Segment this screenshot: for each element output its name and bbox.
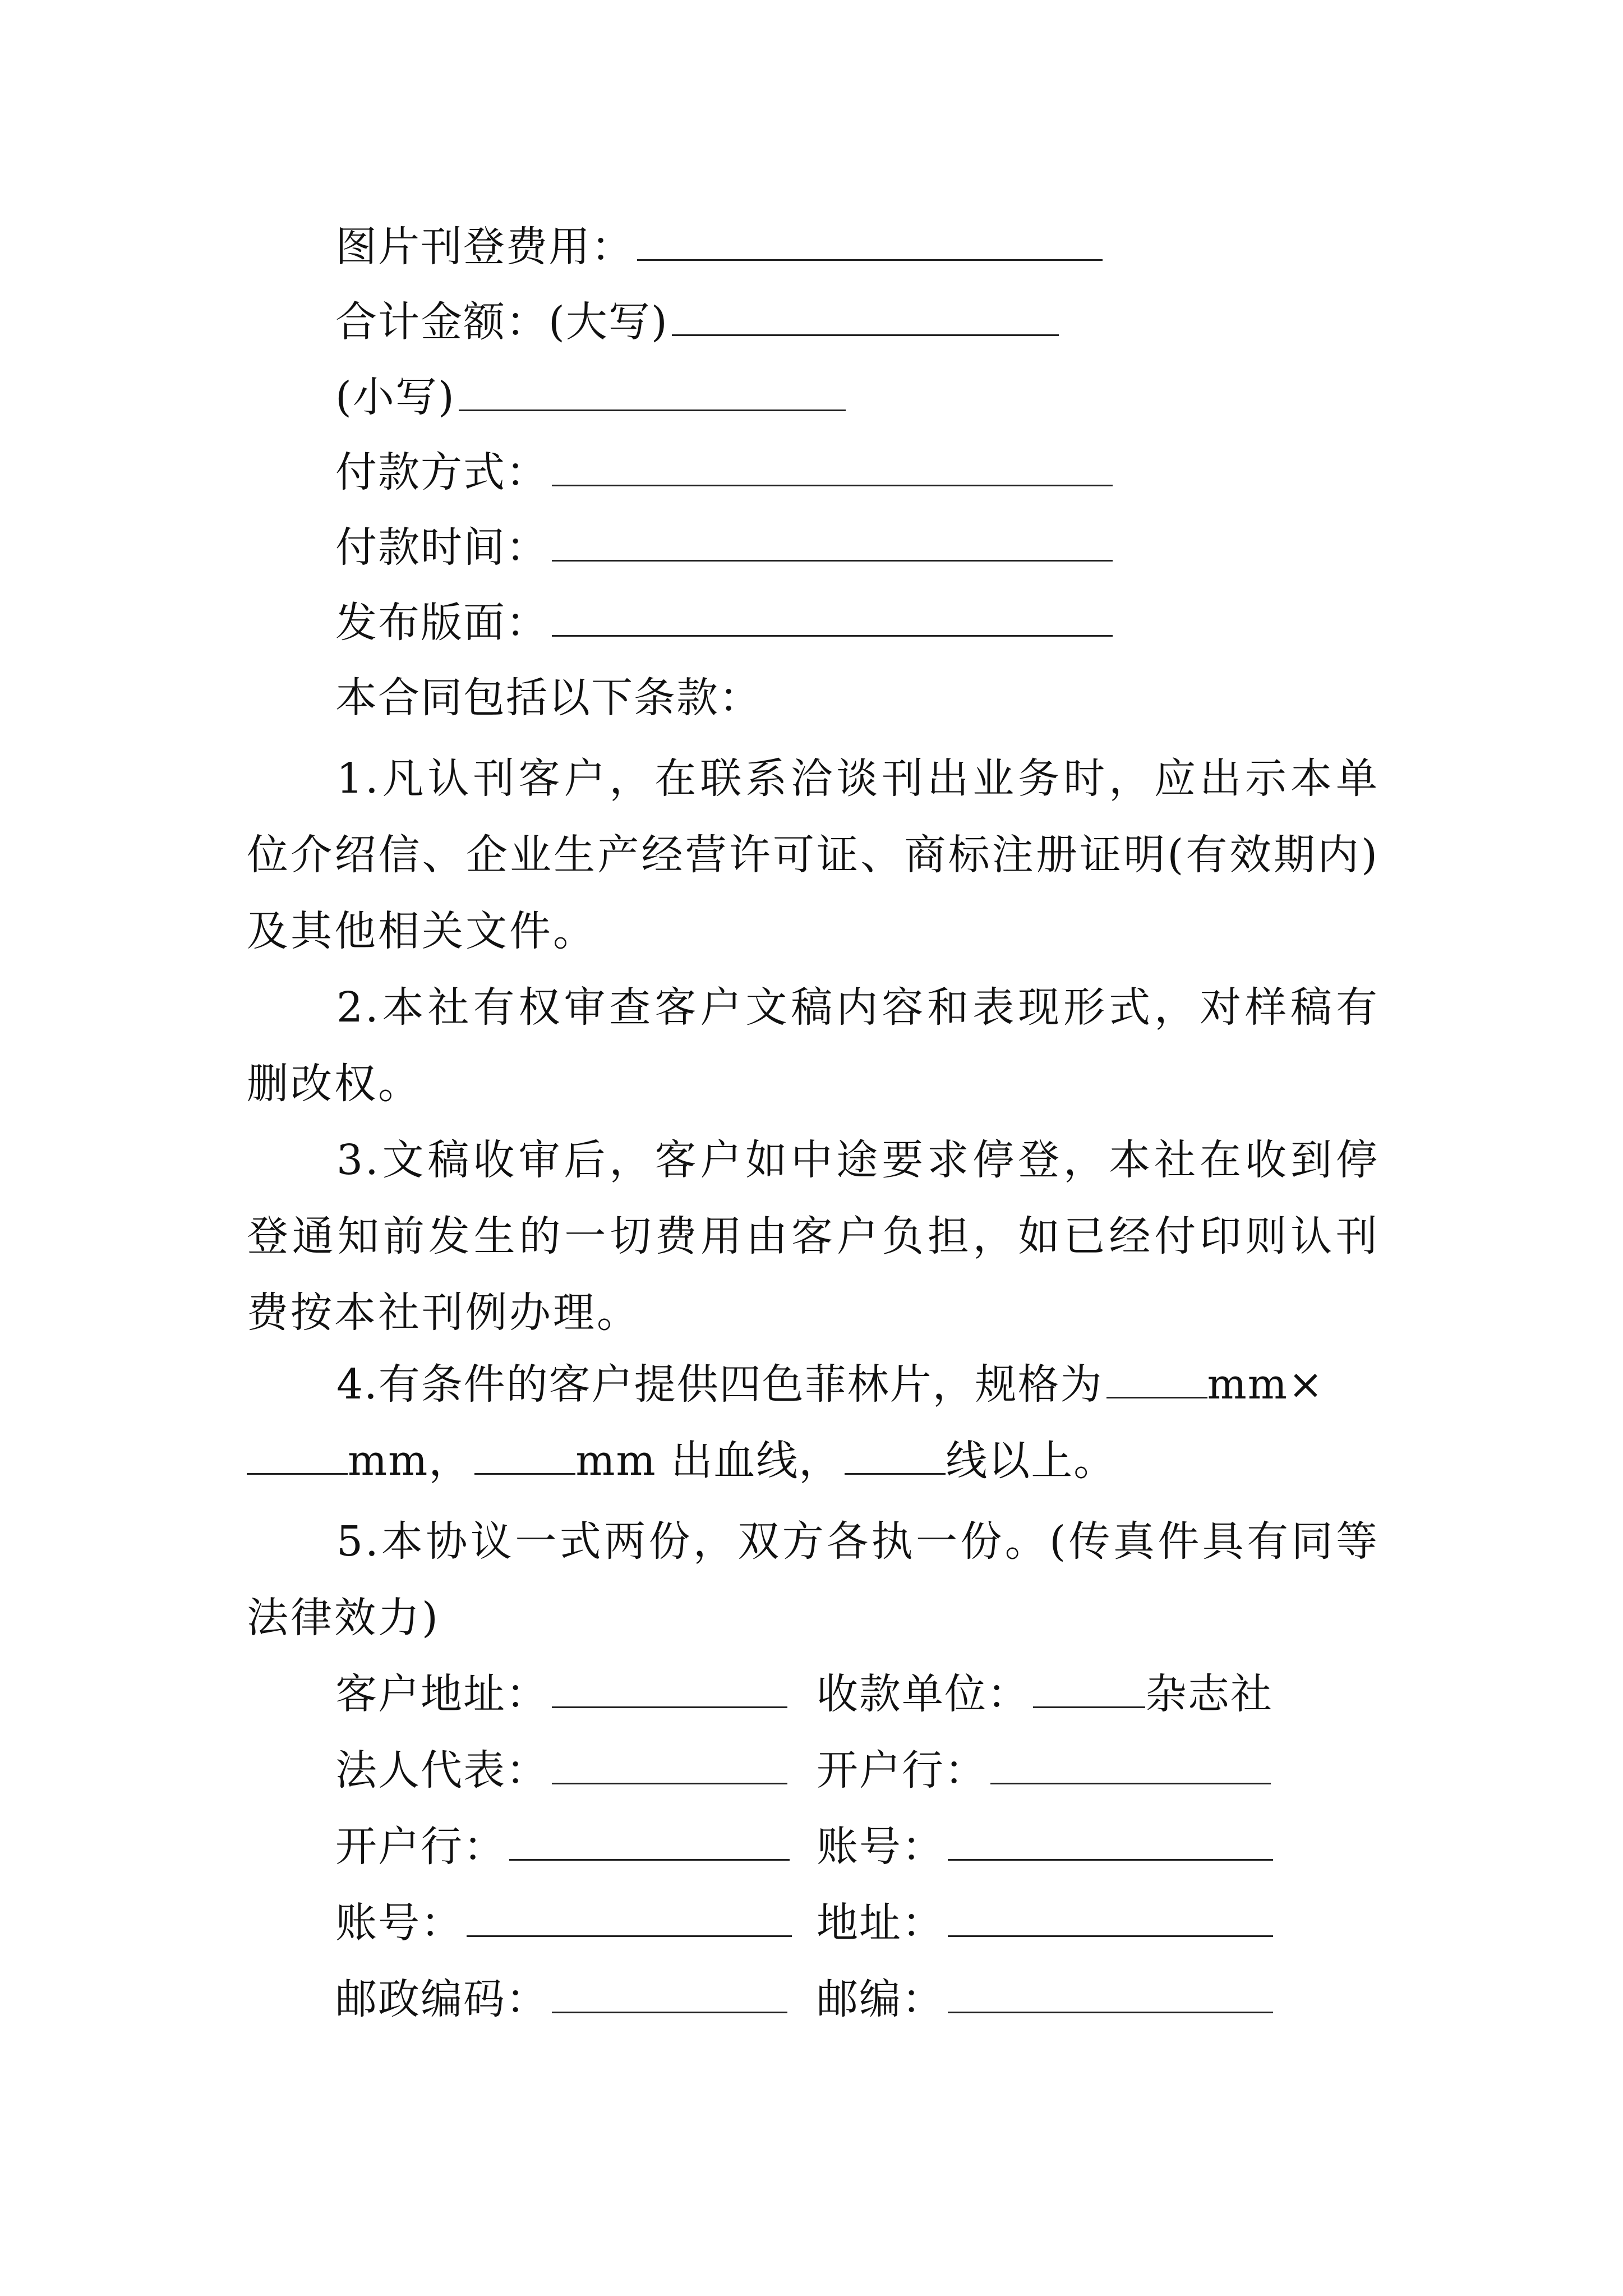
blank-underline (552, 450, 1113, 486)
clauses-intro: 本合同包括以下条款： (335, 674, 762, 722)
left-field-bank (335, 1819, 790, 1875)
blank-underline (1033, 1672, 1145, 1708)
blank-underline (948, 1901, 1273, 1937)
right-field-payee (817, 1666, 1273, 1722)
field-label: 付款方式： (335, 448, 548, 496)
blank-underline (672, 300, 1059, 336)
blank-underline (552, 600, 1113, 637)
field-label: 合计金额：(大写) (335, 298, 668, 346)
blank-underline (474, 1438, 575, 1475)
blank-underline (459, 375, 846, 411)
field-label: 开户行： (817, 1746, 987, 1795)
field-label: 邮政编码： (335, 1975, 548, 2023)
field-label: 开户行： (335, 1823, 506, 1871)
right-field-address (817, 1895, 1273, 1951)
field-payment-time (335, 519, 1113, 576)
field-label: 账号： (817, 1823, 944, 1871)
right-field-postcode (817, 1971, 1273, 2027)
right-field-bank (817, 1742, 1271, 1798)
left-field-client-address (335, 1666, 787, 1722)
blank-underline (637, 224, 1103, 261)
blank-underline (552, 1748, 787, 1784)
clause-3: 3.文稿收审后，客户如中途要求停登，本社在收到停登通知前发生的一切费用由客户负担，如已经付印则认刊费按本社刊例办理。 (247, 1136, 1380, 1337)
blank-underline (948, 1977, 1273, 2013)
field-label: 地址： (817, 1899, 944, 1947)
clause-5: 5.本协议一式两份，双方各执一份。(传真件具有同等法律效力) (247, 1517, 1380, 1642)
clause-4-line-2 (247, 1433, 1116, 1489)
clause-4-line-1 (336, 1356, 1324, 1412)
field-label: 法人代表： (335, 1746, 548, 1795)
left-field-account (335, 1895, 792, 1951)
unit-mm-times: mm× (1207, 1360, 1324, 1409)
field-label: 账号： (335, 1899, 463, 1947)
field-label: (小写) (335, 373, 455, 421)
blank-underline (509, 1824, 790, 1861)
field-image-fee (335, 219, 1103, 275)
field-label: 图片刊登费用： (335, 223, 634, 271)
blank-underline (247, 1438, 348, 1475)
unit-mm: mm， (348, 1437, 472, 1485)
right-field-account (817, 1819, 1273, 1875)
clause-2: 2.本社有权审查客户文稿内容和表现形式，对样稿有删改权。 (247, 983, 1380, 1108)
left-field-postcode (335, 1971, 787, 2027)
field-payment-method (335, 444, 1113, 500)
field-label: 邮编： (817, 1975, 944, 2023)
field-label: 客户地址： (335, 1670, 548, 1718)
field-total-lowercase (335, 369, 846, 425)
blank-underline (948, 1824, 1273, 1861)
clause-4-end: 线以上。 (946, 1437, 1117, 1485)
clause-1: 1.凡认刊客户，在联系洽谈刊出业务时，应出示本单位介绍信、企业生产经营许可证、商标注册证明(有效期内)及其他相关文件。 (247, 754, 1380, 955)
blank-underline (1106, 1362, 1207, 1398)
clause-4-prefix: 4.有条件的客户提供四色菲林片，规格为 (336, 1360, 1103, 1409)
left-field-legal-rep (335, 1742, 787, 1798)
field-label: 付款时间： (335, 523, 548, 572)
blank-underline (990, 1748, 1271, 1784)
blank-underline (552, 1977, 787, 2013)
blank-underline (467, 1901, 792, 1937)
blank-underline (845, 1438, 946, 1475)
blank-underline (552, 1672, 787, 1708)
field-publish-page (335, 595, 1113, 651)
payee-suffix: 杂志社 (1145, 1670, 1273, 1718)
field-total-uppercase (335, 294, 1059, 350)
field-label: 发布版面： (335, 599, 548, 647)
blank-underline (552, 525, 1113, 562)
field-label: 收款单位： (817, 1670, 1030, 1718)
unit-bleed: mm 出血线， (575, 1437, 842, 1485)
